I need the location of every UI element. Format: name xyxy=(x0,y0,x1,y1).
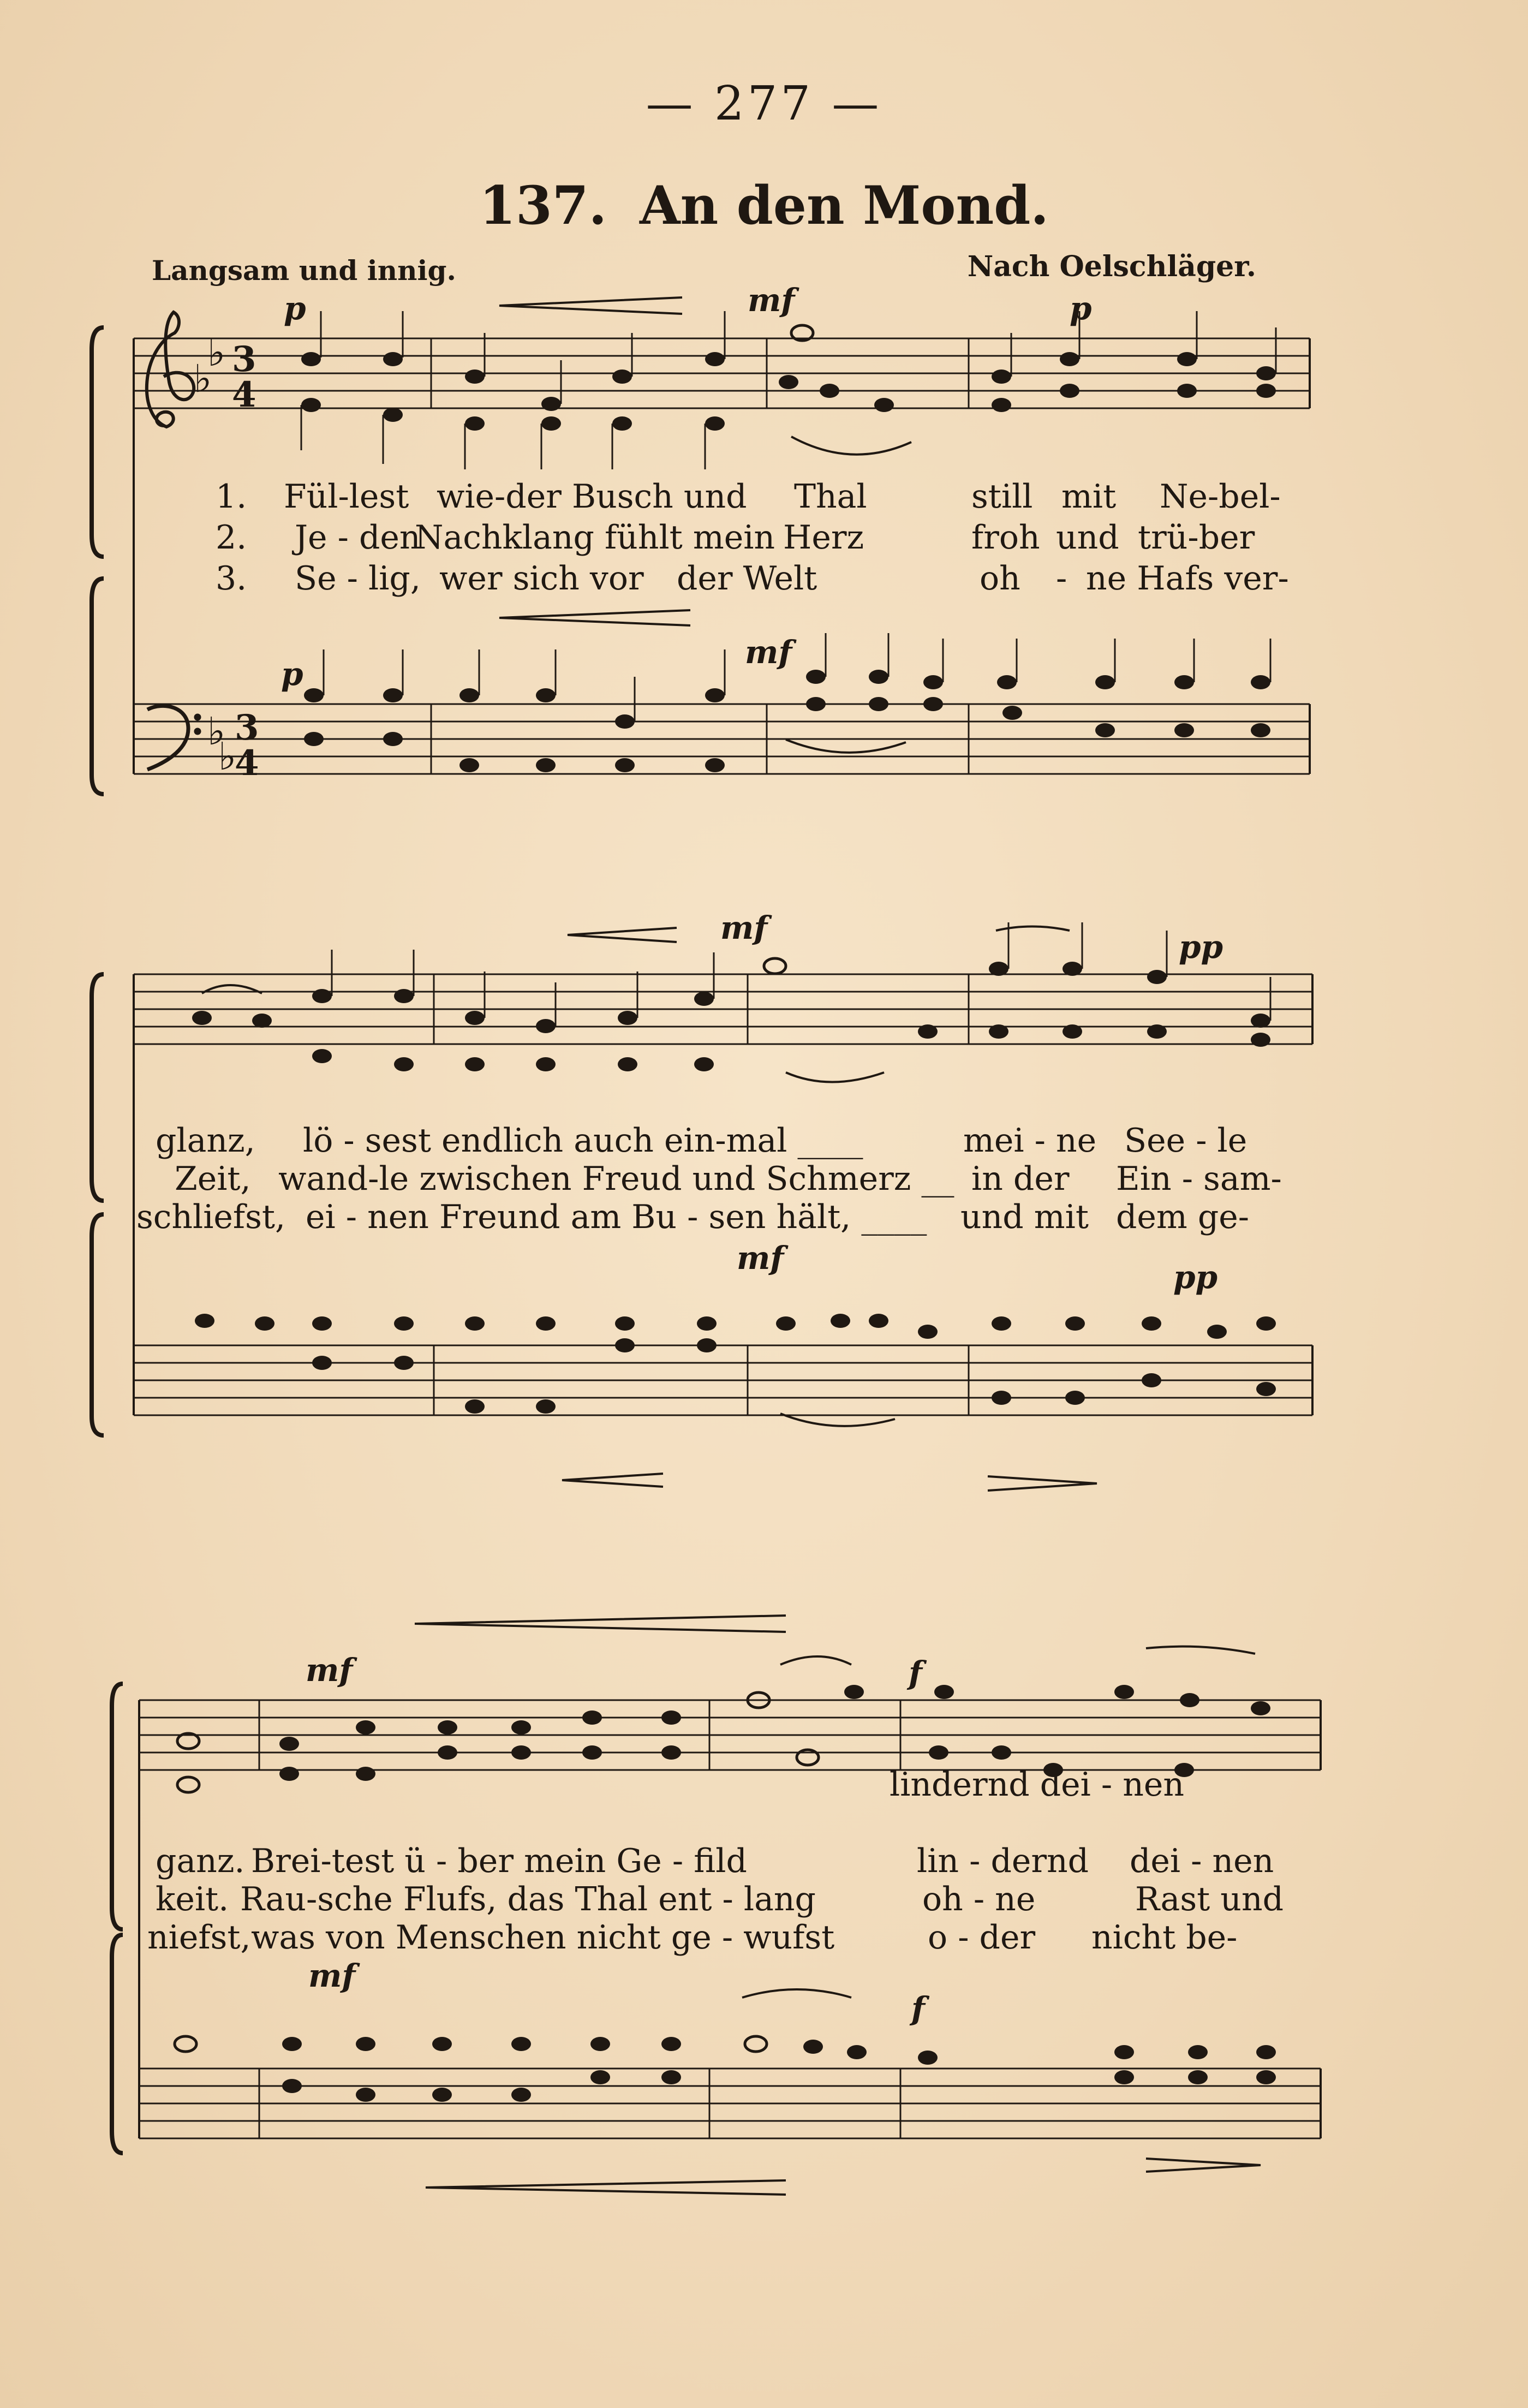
verse-number-3: 3. xyxy=(216,559,247,598)
dynamic-mf-3: mf xyxy=(720,909,768,946)
lyric-s1-v2-e: und xyxy=(1056,518,1119,557)
lyric-s1-v1-e: mit xyxy=(1061,478,1117,516)
lyric-s2-v3-b: ei - nen Freund am Bu - sen hält, ____ xyxy=(306,1198,927,1236)
lyric-s3-v2-d: Rast und xyxy=(1135,1880,1284,1918)
song-number: 137. xyxy=(479,175,607,236)
treble-timesig-bottom: 4 xyxy=(232,374,256,415)
lyric-s2-v2-b: wand-le zwischen Freud und Schmerz __ xyxy=(278,1160,954,1198)
lyric-s1-v1-b: wie-der Busch und xyxy=(437,478,747,516)
lyric-s2-v1-c: mei - ne xyxy=(963,1122,1097,1160)
lyric-s3-v2-b: Rau-sche Flufs, das Thal ent - lang xyxy=(240,1880,816,1918)
lyric-s1-v2-a: Je - den xyxy=(295,518,421,557)
lyric-s1-v3-a: Se - lig, xyxy=(295,559,421,598)
verse-number-2: 2. xyxy=(216,518,247,557)
composer-credit: Nach Oelschläger. xyxy=(967,250,1256,283)
lyric-s3-v1-b: Brei-test ü - ber mein Ge - fild xyxy=(251,1842,747,1880)
lyric-s3-v3-b: was von Menschen nicht ge - wufst xyxy=(251,1918,835,1957)
treble-timesig-top: 3 xyxy=(232,339,256,380)
lyric-s1-v3-c: der Welt xyxy=(677,559,817,598)
treble-clef-icon xyxy=(147,312,194,427)
lyric-s2-v1-b: lö - sest endlich auch ein-mal ____ xyxy=(303,1122,863,1160)
lyric-s2-v1-a: glanz, xyxy=(156,1122,255,1160)
dynamic-mf-5: mf xyxy=(306,1652,353,1689)
page-number: — 277 — xyxy=(646,76,882,131)
lyric-s1-v2-d: froh xyxy=(971,518,1040,557)
dynamic-mf-6: mf xyxy=(308,1957,356,1994)
lyric-s1-v1-d: still xyxy=(971,478,1033,516)
dynamic-mf-4: mf xyxy=(737,1239,784,1277)
lyric-s1-v1-f: Ne-bel- xyxy=(1160,478,1281,516)
system-1-brace-bottom xyxy=(92,579,104,794)
lyric-s2-v2-c: in der xyxy=(971,1160,1070,1198)
lyric-s1-v1-a: Fül-lest xyxy=(284,478,409,516)
lyric-s1-v1-c: Thal xyxy=(794,478,867,516)
lyric-s1-v2-b: Nachklang fühlt mein xyxy=(415,518,775,557)
lyric-s1-v3-b: wer sich vor xyxy=(439,559,644,598)
lyric-s1-v3-d: oh xyxy=(980,559,1020,598)
dynamic-pp-1: pp xyxy=(1179,928,1223,965)
tempo-marking: Langsam und innig. xyxy=(152,254,456,287)
lyric-s3-upper: lindernd dei - nen xyxy=(890,1766,1185,1804)
svg-text:♭: ♭ xyxy=(207,709,226,754)
dynamic-pp-2: pp xyxy=(1173,1259,1218,1296)
dynamic-f-2: f xyxy=(911,1990,925,2027)
lyric-s3-v3-a: niefst, xyxy=(147,1918,251,1957)
dynamic-f-1: f xyxy=(909,1654,922,1691)
dynamic-p-2: p xyxy=(1070,290,1092,327)
lyric-s3-v3-c: o - der xyxy=(928,1918,1036,1957)
svg-text:♭: ♭ xyxy=(207,330,226,375)
svg-text:♭: ♭ xyxy=(194,356,212,401)
verse-number-1: 1. xyxy=(216,478,247,516)
lyric-s1-v2-c: Herz xyxy=(783,518,864,557)
bass-clef-icon xyxy=(147,706,188,770)
svg-text:♭: ♭ xyxy=(218,734,237,779)
dynamic-mf-1: mf xyxy=(748,282,795,319)
lyric-s2-v3-a: schliefst, xyxy=(136,1198,286,1236)
lyric-s2-v2-a: Zeit, xyxy=(175,1160,251,1198)
lyric-s3-v2-c: oh - ne xyxy=(922,1880,1036,1918)
bass-timesig-top: 3 xyxy=(235,707,259,748)
lyric-s3-v1-a: ganz. xyxy=(156,1842,245,1880)
lyric-s3-v1-d: dei - nen xyxy=(1130,1842,1274,1880)
dynamic-p-1: p xyxy=(284,290,306,327)
dynamic-p-3: p xyxy=(281,655,303,693)
lyric-s1-v3-e: - xyxy=(1056,559,1067,598)
bass-timesig-bottom: 4 xyxy=(235,743,259,784)
dynamic-mf-2: mf xyxy=(745,634,792,671)
lyric-s2-v3-c: und mit xyxy=(960,1198,1089,1236)
lyric-s3-v1-c: lin - dernd xyxy=(917,1842,1089,1880)
lyric-s3-v2-a: keit. xyxy=(156,1880,229,1918)
lyric-s1-v3-f: ne Hafs ver- xyxy=(1086,559,1289,598)
lyric-s2-v2-d: Ein - sam- xyxy=(1116,1160,1282,1198)
lyric-s2-v3-d: dem ge- xyxy=(1116,1198,1250,1236)
song-title: An den Mond. xyxy=(640,175,1049,236)
lyric-s1-v2-f: trü-ber xyxy=(1138,518,1255,557)
system-1-treble-staff xyxy=(134,338,1310,408)
lyric-s3-v3-d: nicht be- xyxy=(1091,1918,1238,1957)
lyric-s2-v1-d: See - le xyxy=(1124,1122,1248,1160)
system-1-brace-top xyxy=(92,327,104,557)
